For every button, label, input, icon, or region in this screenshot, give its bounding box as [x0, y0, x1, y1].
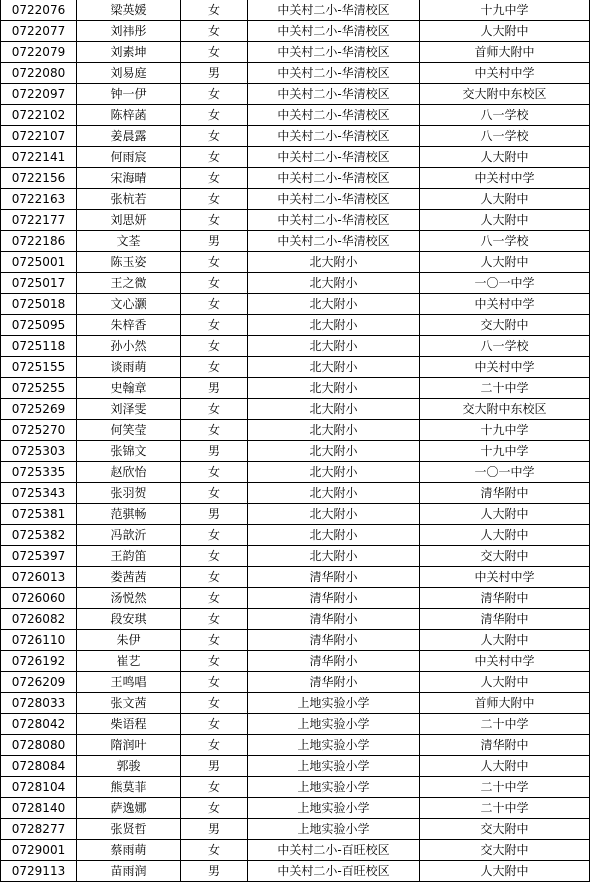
table-row — [1, 483, 590, 504]
student-name-cell: 张锦文 — [77, 441, 181, 462]
gender-cell: 女 — [181, 294, 248, 315]
primary-school-cell: 中关村二小-百旺校区 — [248, 861, 420, 882]
gender-cell: 女 — [181, 168, 248, 189]
student-id-cell: 0726082 — [1, 609, 77, 630]
primary-school-cell: 北大附小 — [248, 525, 420, 546]
student-id-cell: 0725017 — [1, 273, 77, 294]
primary-school-cell: 中关村二小-华清校区 — [248, 126, 420, 147]
gender-cell: 女 — [181, 42, 248, 63]
middle-school-cell: 二十中学 — [420, 378, 590, 399]
primary-school-cell: 中关村二小-华清校区 — [248, 168, 420, 189]
gender-cell: 男 — [181, 378, 248, 399]
student-id-cell: 0725343 — [1, 483, 77, 504]
admission-table-body — [1, 0, 590, 882]
student-name-cell: 梁英媛 — [77, 0, 181, 21]
middle-school-cell: 人大附中 — [420, 504, 590, 525]
primary-school-cell: 中关村二小-百旺校区 — [248, 840, 420, 861]
student-id-cell: 0725335 — [1, 462, 77, 483]
gender-cell: 女 — [181, 84, 248, 105]
middle-school-cell: 交大附中 — [420, 315, 590, 336]
student-name-cell: 刘易庭 — [77, 63, 181, 84]
middle-school-cell: 人大附中 — [420, 525, 590, 546]
student-name-cell: 史翰章 — [77, 378, 181, 399]
student-name-cell: 朱伊 — [77, 630, 181, 651]
middle-school-cell: 人大附中 — [420, 21, 590, 42]
student-name-cell: 萨逸娜 — [77, 798, 181, 819]
student-id-cell: 0729113 — [1, 861, 77, 882]
gender-cell: 女 — [181, 693, 248, 714]
student-name-cell: 隋润叶 — [77, 735, 181, 756]
table-row — [1, 630, 590, 651]
table-row — [1, 378, 590, 399]
table-row — [1, 609, 590, 630]
student-name-cell: 刘祎彤 — [77, 21, 181, 42]
student-name-cell: 王鸣唱 — [77, 672, 181, 693]
gender-cell: 女 — [181, 462, 248, 483]
table-row — [1, 315, 590, 336]
table-row — [1, 504, 590, 525]
primary-school-cell: 上地实验小学 — [248, 693, 420, 714]
student-id-cell: 0722107 — [1, 126, 77, 147]
table-row — [1, 168, 590, 189]
gender-cell: 女 — [181, 315, 248, 336]
gender-cell: 女 — [181, 357, 248, 378]
student-name-cell: 谈雨萌 — [77, 357, 181, 378]
middle-school-cell: 首师大附中 — [420, 42, 590, 63]
table-row — [1, 735, 590, 756]
middle-school-cell: 交大附中 — [420, 819, 590, 840]
gender-cell: 女 — [181, 798, 248, 819]
table-row — [1, 756, 590, 777]
student-id-cell: 0729001 — [1, 840, 77, 861]
student-name-cell: 文心灏 — [77, 294, 181, 315]
student-name-cell: 何笑莹 — [77, 420, 181, 441]
student-name-cell: 苗雨润 — [77, 861, 181, 882]
middle-school-cell: 清华附中 — [420, 735, 590, 756]
middle-school-cell: 人大附中 — [420, 210, 590, 231]
student-id-cell: 0725001 — [1, 252, 77, 273]
primary-school-cell: 清华附小 — [248, 672, 420, 693]
student-name-cell: 范骐畅 — [77, 504, 181, 525]
student-id-cell: 0728033 — [1, 693, 77, 714]
primary-school-cell: 中关村二小-华清校区 — [248, 21, 420, 42]
middle-school-cell: 中关村中学 — [420, 63, 590, 84]
student-id-cell: 0725018 — [1, 294, 77, 315]
student-id-cell: 0728140 — [1, 798, 77, 819]
student-id-cell: 0725397 — [1, 546, 77, 567]
middle-school-cell: 交大附中东校区 — [420, 399, 590, 420]
gender-cell: 女 — [181, 840, 248, 861]
student-name-cell: 娄茜茜 — [77, 567, 181, 588]
table-row — [1, 147, 590, 168]
table-row — [1, 63, 590, 84]
middle-school-cell: 交大附中 — [420, 546, 590, 567]
middle-school-cell: 人大附中 — [420, 756, 590, 777]
table-row — [1, 714, 590, 735]
gender-cell: 女 — [181, 651, 248, 672]
table-row — [1, 357, 590, 378]
student-name-cell: 刘思妍 — [77, 210, 181, 231]
student-name-cell: 姜晨露 — [77, 126, 181, 147]
table-row — [1, 546, 590, 567]
gender-cell: 女 — [181, 525, 248, 546]
table-row — [1, 861, 590, 882]
middle-school-cell: 八一学校 — [420, 336, 590, 357]
student-name-cell: 赵欣怡 — [77, 462, 181, 483]
student-id-cell: 0722141 — [1, 147, 77, 168]
primary-school-cell: 中关村二小-华清校区 — [248, 105, 420, 126]
table-row — [1, 462, 590, 483]
table-row — [1, 798, 590, 819]
gender-cell: 女 — [181, 714, 248, 735]
middle-school-cell: 一〇一中学 — [420, 462, 590, 483]
primary-school-cell: 清华附小 — [248, 588, 420, 609]
table-row — [1, 231, 590, 252]
student-name-cell: 汤悦然 — [77, 588, 181, 609]
gender-cell: 男 — [181, 231, 248, 252]
table-row — [1, 105, 590, 126]
primary-school-cell: 北大附小 — [248, 462, 420, 483]
student-id-cell: 0725269 — [1, 399, 77, 420]
gender-cell: 女 — [181, 546, 248, 567]
middle-school-cell: 中关村中学 — [420, 168, 590, 189]
primary-school-cell: 北大附小 — [248, 273, 420, 294]
middle-school-cell: 二十中学 — [420, 777, 590, 798]
table-row — [1, 420, 590, 441]
middle-school-cell: 二十中学 — [420, 714, 590, 735]
table-row — [1, 525, 590, 546]
primary-school-cell: 中关村二小-华清校区 — [248, 210, 420, 231]
student-name-cell: 孙小然 — [77, 336, 181, 357]
middle-school-cell: 八一学校 — [420, 231, 590, 252]
primary-school-cell: 北大附小 — [248, 252, 420, 273]
primary-school-cell: 北大附小 — [248, 504, 420, 525]
primary-school-cell: 中关村二小-华清校区 — [248, 0, 420, 21]
primary-school-cell: 清华附小 — [248, 651, 420, 672]
primary-school-cell: 中关村二小-华清校区 — [248, 189, 420, 210]
student-name-cell: 钟一伊 — [77, 84, 181, 105]
table-row — [1, 294, 590, 315]
gender-cell: 女 — [181, 0, 248, 21]
gender-cell: 女 — [181, 210, 248, 231]
table-row — [1, 252, 590, 273]
table-row — [1, 840, 590, 861]
gender-cell: 女 — [181, 399, 248, 420]
primary-school-cell: 清华附小 — [248, 630, 420, 651]
table-row — [1, 273, 590, 294]
primary-school-cell: 上地实验小学 — [248, 756, 420, 777]
student-id-cell: 0725095 — [1, 315, 77, 336]
student-id-cell: 0725303 — [1, 441, 77, 462]
primary-school-cell: 中关村二小-华清校区 — [248, 42, 420, 63]
student-id-cell: 0726192 — [1, 651, 77, 672]
gender-cell: 女 — [181, 147, 248, 168]
gender-cell: 女 — [181, 189, 248, 210]
student-id-cell: 0722177 — [1, 210, 77, 231]
middle-school-cell: 八一学校 — [420, 126, 590, 147]
gender-cell: 女 — [181, 252, 248, 273]
gender-cell: 女 — [181, 588, 248, 609]
primary-school-cell: 北大附小 — [248, 378, 420, 399]
student-name-cell: 刘泽雯 — [77, 399, 181, 420]
primary-school-cell: 北大附小 — [248, 399, 420, 420]
middle-school-cell: 人大附中 — [420, 147, 590, 168]
primary-school-cell: 北大附小 — [248, 357, 420, 378]
primary-school-cell: 北大附小 — [248, 420, 420, 441]
gender-cell: 女 — [181, 420, 248, 441]
student-id-cell: 0726209 — [1, 672, 77, 693]
gender-cell: 女 — [181, 630, 248, 651]
student-name-cell: 陈玉姿 — [77, 252, 181, 273]
student-name-cell: 朱梓香 — [77, 315, 181, 336]
middle-school-cell: 清华附中 — [420, 609, 590, 630]
primary-school-cell: 清华附小 — [248, 567, 420, 588]
middle-school-cell: 八一学校 — [420, 105, 590, 126]
student-id-cell: 0725155 — [1, 357, 77, 378]
gender-cell: 男 — [181, 819, 248, 840]
student-name-cell: 王之微 — [77, 273, 181, 294]
middle-school-cell: 十九中学 — [420, 0, 590, 21]
middle-school-cell: 中关村中学 — [420, 294, 590, 315]
table-row — [1, 42, 590, 63]
primary-school-cell: 上地实验小学 — [248, 819, 420, 840]
middle-school-cell: 中关村中学 — [420, 567, 590, 588]
table-row — [1, 441, 590, 462]
table-row — [1, 21, 590, 42]
gender-cell: 女 — [181, 609, 248, 630]
middle-school-cell: 交大附中 — [420, 840, 590, 861]
student-id-cell: 0728042 — [1, 714, 77, 735]
student-id-cell: 0722080 — [1, 63, 77, 84]
student-id-cell: 0722163 — [1, 189, 77, 210]
table-row — [1, 777, 590, 798]
middle-school-cell: 中关村中学 — [420, 651, 590, 672]
table-row — [1, 819, 590, 840]
gender-cell: 女 — [181, 273, 248, 294]
student-id-cell: 0722076 — [1, 0, 77, 21]
student-id-cell: 0726060 — [1, 588, 77, 609]
student-name-cell: 文荃 — [77, 231, 181, 252]
student-name-cell: 崔艺 — [77, 651, 181, 672]
student-name-cell: 张文茜 — [77, 693, 181, 714]
gender-cell: 女 — [181, 672, 248, 693]
student-id-cell: 0722097 — [1, 84, 77, 105]
primary-school-cell: 北大附小 — [248, 294, 420, 315]
student-id-cell: 0728277 — [1, 819, 77, 840]
student-name-cell: 刘素坤 — [77, 42, 181, 63]
table-row — [1, 588, 590, 609]
gender-cell: 男 — [181, 441, 248, 462]
student-name-cell: 蔡雨萌 — [77, 840, 181, 861]
gender-cell: 女 — [181, 735, 248, 756]
primary-school-cell: 上地实验小学 — [248, 735, 420, 756]
middle-school-cell: 十九中学 — [420, 441, 590, 462]
student-name-cell: 冯歆沂 — [77, 525, 181, 546]
student-id-cell: 0726110 — [1, 630, 77, 651]
student-id-cell: 0725255 — [1, 378, 77, 399]
primary-school-cell: 上地实验小学 — [248, 714, 420, 735]
middle-school-cell: 人大附中 — [420, 672, 590, 693]
student-name-cell: 柴语程 — [77, 714, 181, 735]
primary-school-cell: 中关村二小-华清校区 — [248, 63, 420, 84]
table-row — [1, 672, 590, 693]
primary-school-cell: 中关村二小-华清校区 — [248, 147, 420, 168]
middle-school-cell: 人大附中 — [420, 189, 590, 210]
student-id-cell: 0725381 — [1, 504, 77, 525]
student-id-cell: 0725118 — [1, 336, 77, 357]
primary-school-cell: 中关村二小-华清校区 — [248, 84, 420, 105]
student-id-cell: 0722186 — [1, 231, 77, 252]
student-name-cell: 何雨宸 — [77, 147, 181, 168]
middle-school-cell: 交大附中东校区 — [420, 84, 590, 105]
gender-cell: 女 — [181, 336, 248, 357]
middle-school-cell: 十九中学 — [420, 420, 590, 441]
student-name-cell: 张杭若 — [77, 189, 181, 210]
table-row — [1, 693, 590, 714]
table-row — [1, 126, 590, 147]
gender-cell: 女 — [181, 126, 248, 147]
primary-school-cell: 中关村二小-华清校区 — [248, 231, 420, 252]
middle-school-cell: 二十中学 — [420, 798, 590, 819]
middle-school-cell: 人大附中 — [420, 630, 590, 651]
gender-cell: 女 — [181, 105, 248, 126]
gender-cell: 女 — [181, 21, 248, 42]
primary-school-cell: 北大附小 — [248, 441, 420, 462]
student-name-cell: 段安琪 — [77, 609, 181, 630]
gender-cell: 女 — [181, 567, 248, 588]
student-id-cell: 0728084 — [1, 756, 77, 777]
student-id-cell: 0725382 — [1, 525, 77, 546]
middle-school-cell: 一〇一中学 — [420, 273, 590, 294]
primary-school-cell: 上地实验小学 — [248, 798, 420, 819]
gender-cell: 男 — [181, 504, 248, 525]
student-name-cell: 王韵笛 — [77, 546, 181, 567]
gender-cell: 女 — [181, 483, 248, 504]
gender-cell: 男 — [181, 756, 248, 777]
gender-cell: 男 — [181, 63, 248, 84]
student-id-cell: 0728104 — [1, 777, 77, 798]
table-row — [1, 210, 590, 231]
primary-school-cell: 北大附小 — [248, 546, 420, 567]
table-row — [1, 84, 590, 105]
primary-school-cell: 清华附小 — [248, 609, 420, 630]
student-id-cell: 0728080 — [1, 735, 77, 756]
gender-cell: 男 — [181, 861, 248, 882]
table-row — [1, 567, 590, 588]
student-name-cell: 张羽贺 — [77, 483, 181, 504]
primary-school-cell: 上地实验小学 — [248, 777, 420, 798]
student-id-cell: 0722077 — [1, 21, 77, 42]
table-row — [1, 651, 590, 672]
table-row — [1, 399, 590, 420]
student-id-cell: 0726013 — [1, 567, 77, 588]
middle-school-cell: 首师大附中 — [420, 693, 590, 714]
table-row — [1, 336, 590, 357]
table-row — [1, 0, 590, 21]
student-id-cell: 0725270 — [1, 420, 77, 441]
middle-school-cell: 人大附中 — [420, 252, 590, 273]
primary-school-cell: 北大附小 — [248, 483, 420, 504]
primary-school-cell: 北大附小 — [248, 315, 420, 336]
student-id-cell: 0722102 — [1, 105, 77, 126]
student-name-cell: 宋海晴 — [77, 168, 181, 189]
middle-school-cell: 中关村中学 — [420, 357, 590, 378]
student-name-cell: 陈梓菡 — [77, 105, 181, 126]
middle-school-cell: 清华附中 — [420, 483, 590, 504]
middle-school-cell: 清华附中 — [420, 588, 590, 609]
middle-school-cell: 人大附中 — [420, 861, 590, 882]
gender-cell: 女 — [181, 777, 248, 798]
student-id-cell: 0722079 — [1, 42, 77, 63]
student-name-cell: 张贤哲 — [77, 819, 181, 840]
table-row — [1, 189, 590, 210]
student-id-cell: 0722156 — [1, 168, 77, 189]
primary-school-cell: 北大附小 — [248, 336, 420, 357]
student-name-cell: 郭骏 — [77, 756, 181, 777]
student-name-cell: 熊莫菲 — [77, 777, 181, 798]
